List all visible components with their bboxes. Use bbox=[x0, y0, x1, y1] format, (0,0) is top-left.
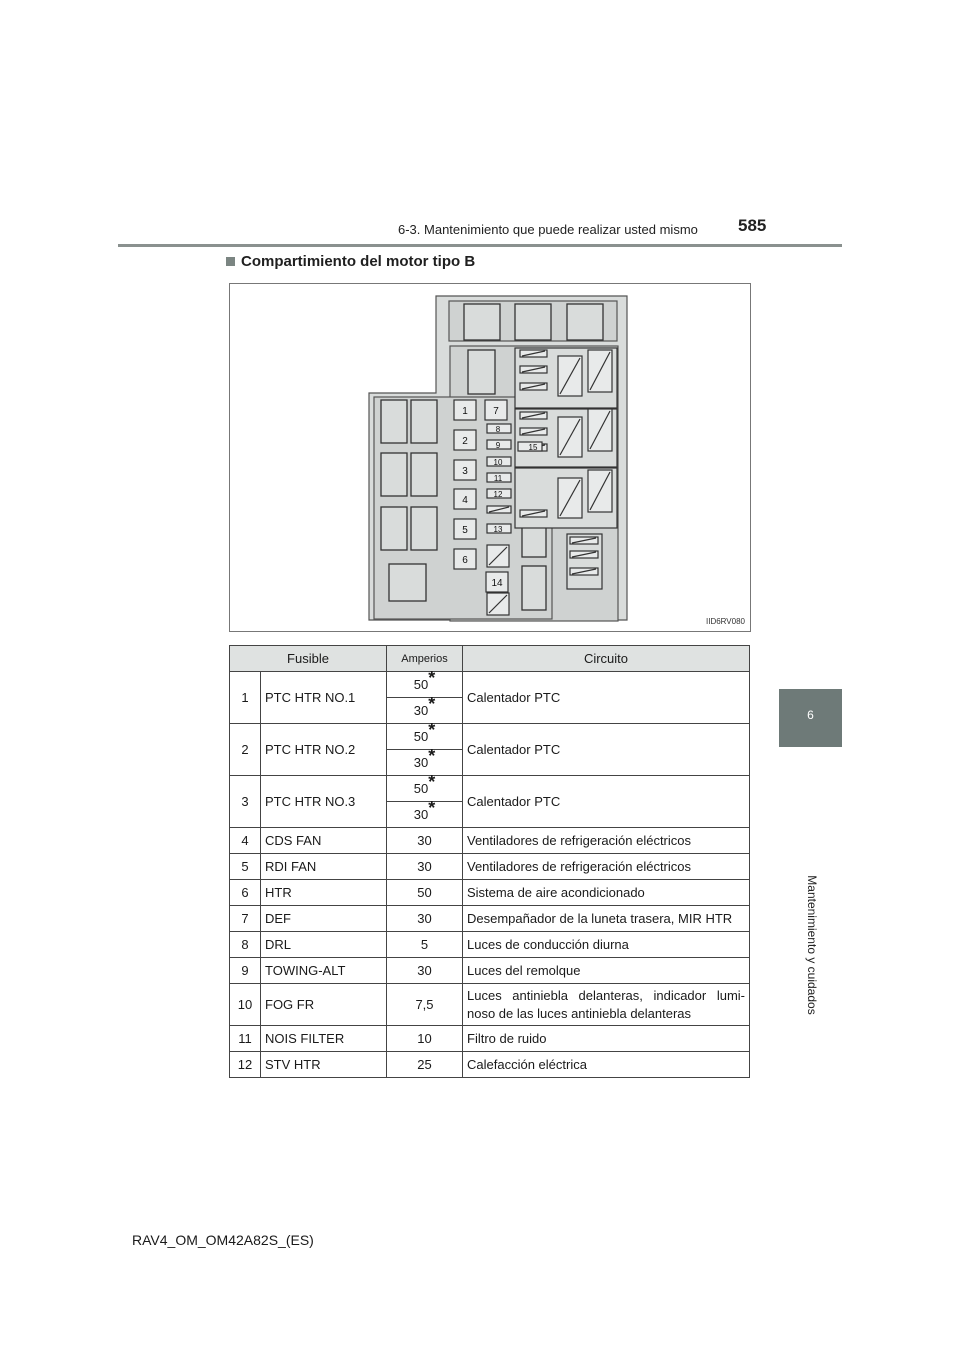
fuse-table bbox=[229, 645, 750, 1078]
fuse-circuit: Calentador PTC bbox=[463, 776, 750, 828]
fuse-amps: 30* bbox=[387, 698, 463, 724]
fuse-label-8: 8 bbox=[495, 425, 501, 434]
relay-left-1b bbox=[411, 400, 437, 443]
fuse-number: 6 bbox=[230, 880, 261, 906]
fuse-amps: 30 bbox=[387, 906, 463, 932]
fuse-name: PTC HTR NO.1 bbox=[261, 672, 387, 724]
table-row bbox=[230, 776, 750, 802]
header-amps: Amperios bbox=[387, 646, 463, 672]
relay-top-1 bbox=[464, 304, 500, 340]
fuse-label-7: 7 bbox=[493, 406, 499, 417]
fuse-name: DEF bbox=[261, 906, 387, 932]
fuse-amps: 50 bbox=[387, 880, 463, 906]
relay-top-3 bbox=[567, 304, 603, 340]
fuse-amps: 10 bbox=[387, 1026, 463, 1052]
fuse-amps: 30* bbox=[387, 802, 463, 828]
chapter-tab-label: Mantenimiento y cuidados bbox=[805, 875, 819, 1015]
relay-left-3a bbox=[381, 507, 407, 550]
fuse-number: 1 bbox=[230, 672, 261, 724]
fuse-circuit: Luces antiniebla delanteras, indicador lumi-noso de las luces antiniebla delanteras bbox=[463, 984, 750, 1026]
table-row bbox=[230, 906, 750, 932]
fuse-label-12: 12 bbox=[493, 490, 503, 499]
fuse-amps: 5 bbox=[387, 932, 463, 958]
fuse-number: 3 bbox=[230, 776, 261, 828]
fuse-label-9: 9 bbox=[495, 441, 501, 450]
fuse-name: PTC HTR NO.3 bbox=[261, 776, 387, 828]
fuse-label-2: 2 bbox=[462, 436, 468, 447]
fuse-circuit: Desempañador de la luneta trasera, MIR HTR bbox=[463, 906, 750, 932]
fuse-label-1: 1 bbox=[462, 406, 468, 417]
fuse-circuit: Luces del remolque bbox=[463, 958, 750, 984]
fuse-amps: 30 bbox=[387, 958, 463, 984]
fuse-number: 10 bbox=[230, 984, 261, 1026]
table-row bbox=[230, 958, 750, 984]
fuse-number: 2 bbox=[230, 724, 261, 776]
fuse-number: 9 bbox=[230, 958, 261, 984]
fuse-label-11: 11 bbox=[493, 474, 503, 483]
fuse-amps: 30 bbox=[387, 828, 463, 854]
page-number: 585 bbox=[738, 216, 767, 235]
fuse-name: PTC HTR NO.2 bbox=[261, 724, 387, 776]
fuse-circuit: Calentador PTC bbox=[463, 724, 750, 776]
header-circuit: Circuito bbox=[463, 646, 750, 672]
table-row bbox=[230, 854, 750, 880]
section-title: Compartimiento del motor tipo B bbox=[241, 253, 476, 270]
relay-left-3b bbox=[411, 507, 437, 550]
table-row bbox=[230, 828, 750, 854]
fuse-amps: 50* bbox=[387, 672, 463, 698]
relay-left-2a bbox=[381, 453, 407, 496]
relay-tall bbox=[468, 350, 495, 394]
header-rule bbox=[118, 244, 842, 247]
fuse-name: NOIS FILTER bbox=[261, 1026, 387, 1052]
fuse-amps: 7,5 bbox=[387, 984, 463, 1026]
fuse-amps: 50* bbox=[387, 776, 463, 802]
table-row bbox=[230, 1052, 750, 1078]
fuse-label-5: 5 bbox=[462, 525, 468, 536]
fuse-number: 4 bbox=[230, 828, 261, 854]
relay-mid-3 bbox=[522, 566, 546, 610]
fuse-circuit: Calentador PTC bbox=[463, 672, 750, 724]
fuse-circuit: Luces de conducción diurna bbox=[463, 932, 750, 958]
relay-top-2 bbox=[515, 304, 551, 340]
relay-left-bottom bbox=[389, 564, 426, 601]
table-row bbox=[230, 724, 750, 750]
fuse-number: 8 bbox=[230, 932, 261, 958]
table-row bbox=[230, 672, 750, 698]
fuse-name: DRL bbox=[261, 932, 387, 958]
fuse-circuit: Sistema de aire acondicionado bbox=[463, 880, 750, 906]
fuse-name: STV HTR bbox=[261, 1052, 387, 1078]
fuse-name: TOWING-ALT bbox=[261, 958, 387, 984]
fuse-label-14: 14 bbox=[491, 578, 503, 589]
table-row bbox=[230, 1026, 750, 1052]
fuse-label-13: 13 bbox=[493, 525, 503, 534]
section-bullet-icon bbox=[226, 257, 235, 266]
fuse-name: FOG FR bbox=[261, 984, 387, 1026]
fuse-name: HTR bbox=[261, 880, 387, 906]
fuse-box-diagram bbox=[229, 283, 751, 632]
fuse-amps: 30* bbox=[387, 750, 463, 776]
fuse-number: 11 bbox=[230, 1026, 261, 1052]
figure-code: IID6RV080 bbox=[706, 617, 745, 626]
fuse-label-3: 3 bbox=[462, 466, 468, 477]
fuse-circuit: Filtro de ruido bbox=[463, 1026, 750, 1052]
fuse-number: 5 bbox=[230, 854, 261, 880]
fuse-box-svg bbox=[230, 284, 750, 631]
fuse-amps: 50* bbox=[387, 724, 463, 750]
fuse-circuit: Calefacción eléctrica bbox=[463, 1052, 750, 1078]
relay-left-2b bbox=[411, 453, 437, 496]
fuse-name: CDS FAN bbox=[261, 828, 387, 854]
fuse-number: 12 bbox=[230, 1052, 261, 1078]
document-code: RAV4_OM_OM42A82S_(ES) bbox=[132, 1232, 314, 1248]
table-row bbox=[230, 984, 750, 1026]
fuse-amps: 30 bbox=[387, 854, 463, 880]
header-fuse: Fusible bbox=[230, 646, 387, 672]
fuse-label-15: 15 bbox=[528, 443, 538, 452]
running-header-section: 6-3. Mantenimiento que puede realizar usted mismo bbox=[398, 222, 698, 237]
fuse-number: 7 bbox=[230, 906, 261, 932]
relay-left-1a bbox=[381, 400, 407, 443]
fuse-label-10: 10 bbox=[493, 458, 503, 467]
chapter-tab-number: 6 bbox=[807, 708, 814, 722]
fuse-name: RDI FAN bbox=[261, 854, 387, 880]
table-row bbox=[230, 880, 750, 906]
fuse-label-6: 6 bbox=[462, 555, 468, 566]
fuse-circuit: Ventiladores de refrigeración eléctricos bbox=[463, 854, 750, 880]
fuse-circuit: Ventiladores de refrigeración eléctricos bbox=[463, 828, 750, 854]
fuse-label-4: 4 bbox=[462, 495, 468, 506]
fuse-amps: 25 bbox=[387, 1052, 463, 1078]
table-row bbox=[230, 932, 750, 958]
